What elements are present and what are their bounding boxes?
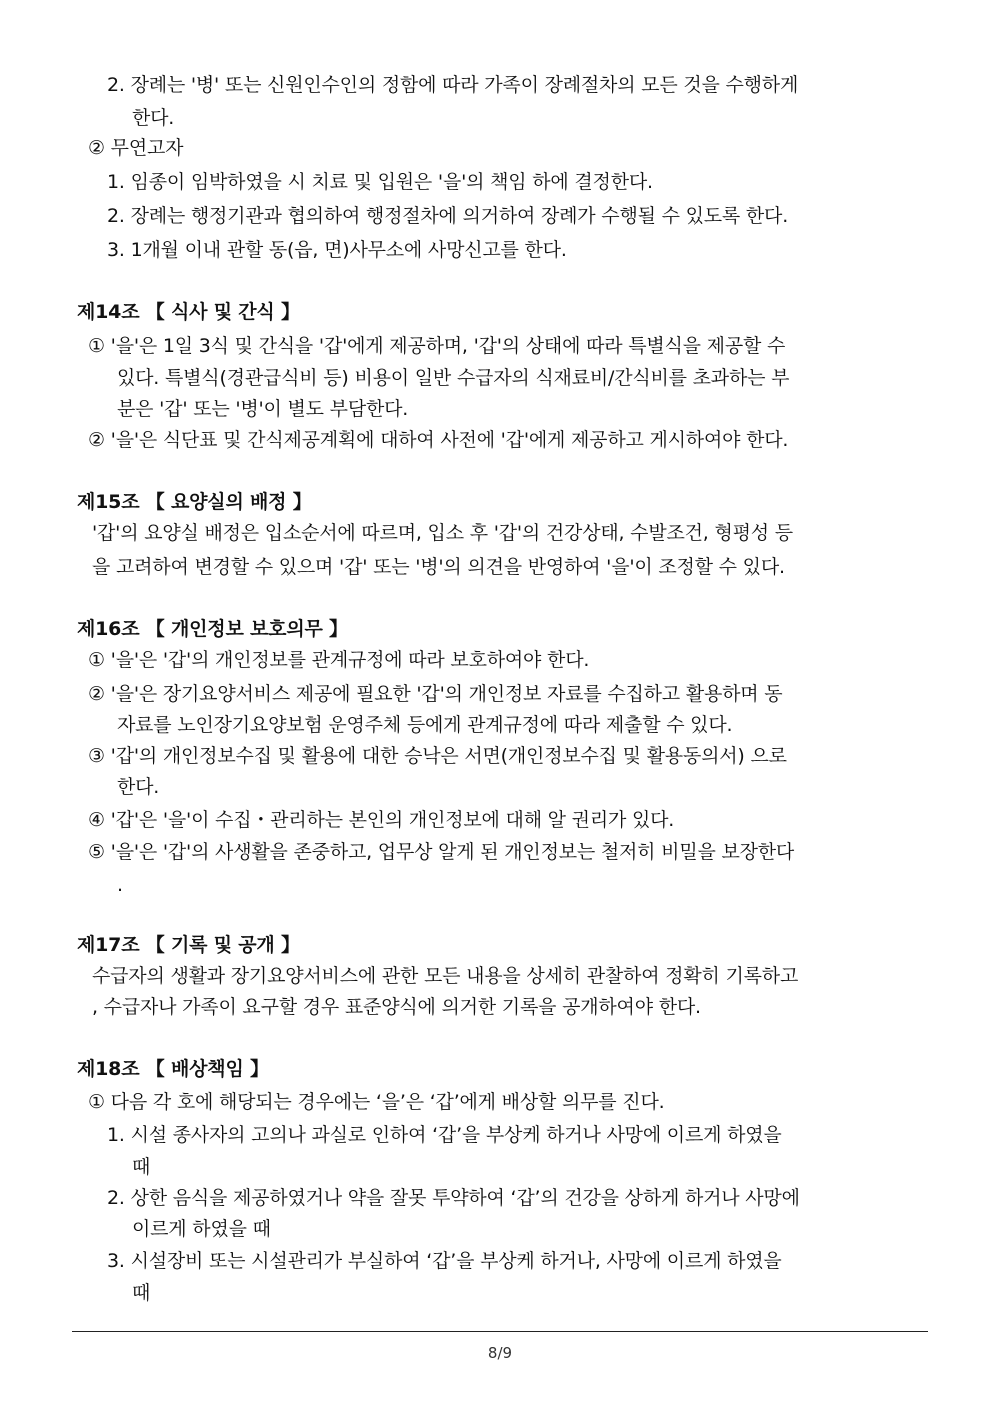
- text-line: 3. 시설장비 또는 시설관리가 부실하여 ‘갑’을 부상케 하거나, 사망에 이르게 하였을: [107, 1250, 782, 1272]
- text-line: ① '을'은 '갑'의 개인정보를 관계규정에 따라 보호하여야 한다.: [88, 649, 590, 671]
- text-line: ① '을'은 1일 3식 및 간식을 '갑'에게 제공하며, '갑'의 상태에 따라 특별식을 제공할 수: [88, 335, 786, 357]
- text-line: 1. 임종이 임박하였을 시 치료 및 입원은 '을'의 책임 하에 결정한다.: [107, 171, 653, 193]
- text-line: 때: [132, 1282, 151, 1304]
- text-line: ② '을'은 식단표 및 간식제공계획에 대하여 사전에 '갑'에게 제공하고 게시하여야 한다.: [88, 429, 789, 451]
- text-line: ① 다음 각 호에 해당되는 경우에는 ‘을’은 ‘갑’에게 배상할 의무를 진다.: [88, 1091, 665, 1113]
- article-heading: 제17조 【 기록 및 공개 】: [77, 934, 300, 956]
- article-heading: 제16조 【 개인정보 보호의무 】: [77, 618, 348, 640]
- text-line: 2. 상한 음식을 제공하였거나 약을 잘못 투약하여 ‘갑’의 건강을 상하게 하거나 사망에: [107, 1187, 800, 1209]
- text-line: ⑤ '을'은 '갑'의 사생활을 존중하고, 업무상 알게 된 개인정보는 철저히 비밀을 보장한다: [88, 841, 795, 863]
- text-line: 자료를 노인장기요양보험 운영주체 등에게 관계규정에 따라 제출할 수 있다.: [117, 714, 733, 736]
- text-line: 분은 '갑' 또는 '병'이 별도 부담한다.: [117, 398, 409, 420]
- text-line: .: [117, 874, 123, 896]
- text-line: 2. 장례는 '병' 또는 신원인수인의 정함에 따라 가족이 장례절차의 모든 것을 수행하게: [107, 74, 799, 96]
- text-line: ② '을'은 장기요양서비스 제공에 필요한 '갑'의 개인정보 자료를 수집하고 활용하며 동: [88, 683, 783, 705]
- text-line: 때: [132, 1156, 151, 1178]
- text-line: 1. 시설 종사자의 고의나 과실로 인하여 ‘갑’을 부상케 하거나 사망에 이르게 하였을: [107, 1124, 782, 1146]
- text-line: 수급자의 생활과 장기요양서비스에 관한 모든 내용을 상세히 관찰하여 정확히 기록하고: [92, 965, 799, 987]
- article-heading: 제14조 【 식사 및 간식 】: [77, 301, 300, 323]
- text-line: 한다.: [132, 107, 175, 129]
- article-heading: 제15조 【 요양실의 배정 】: [77, 491, 312, 513]
- text-line: 이르게 하였을 때: [132, 1218, 271, 1240]
- text-line: , 수급자나 가족이 요구할 경우 표준양식에 의거한 기록을 공개하여야 한다.: [92, 996, 701, 1018]
- text-line: 3. 1개월 이내 관할 동(읍, 면)사무소에 사망신고를 한다.: [107, 239, 567, 261]
- text-line: 한다.: [117, 776, 160, 798]
- page-number: 8/9: [487, 1344, 513, 1362]
- text-line: ② 무연고자: [88, 137, 184, 159]
- text-line: ③ '갑'의 개인정보수집 및 활용에 대한 승낙은 서면(개인정보수집 및 활용동의서) 으로: [88, 745, 787, 767]
- text-line: 2. 장례는 행정기관과 협의하여 행정절차에 의거하여 장례가 수행될 수 있도록 한다.: [107, 205, 789, 227]
- text-line: 을 고려하여 변경할 수 있으며 '갑' 또는 '병'의 의견을 반영하여 '을'이 조정할 수 있다.: [92, 556, 785, 578]
- text-line: ④ '갑'은 '을'이 수집・관리하는 본인의 개인정보에 대해 알 권리가 있다.: [88, 809, 675, 831]
- text-line: 있다. 특별식(경관급식비 등) 비용이 일반 수급자의 식재료비/간식비를 초과하는 부: [117, 367, 790, 389]
- article-heading: 제18조 【 배상책임 】: [77, 1058, 269, 1080]
- footer-divider: [72, 1331, 928, 1332]
- text-line: '갑'의 요양실 배정은 입소순서에 따르며, 입소 후 '갑'의 건강상태, 수발조건, 형평성 등: [92, 522, 793, 544]
